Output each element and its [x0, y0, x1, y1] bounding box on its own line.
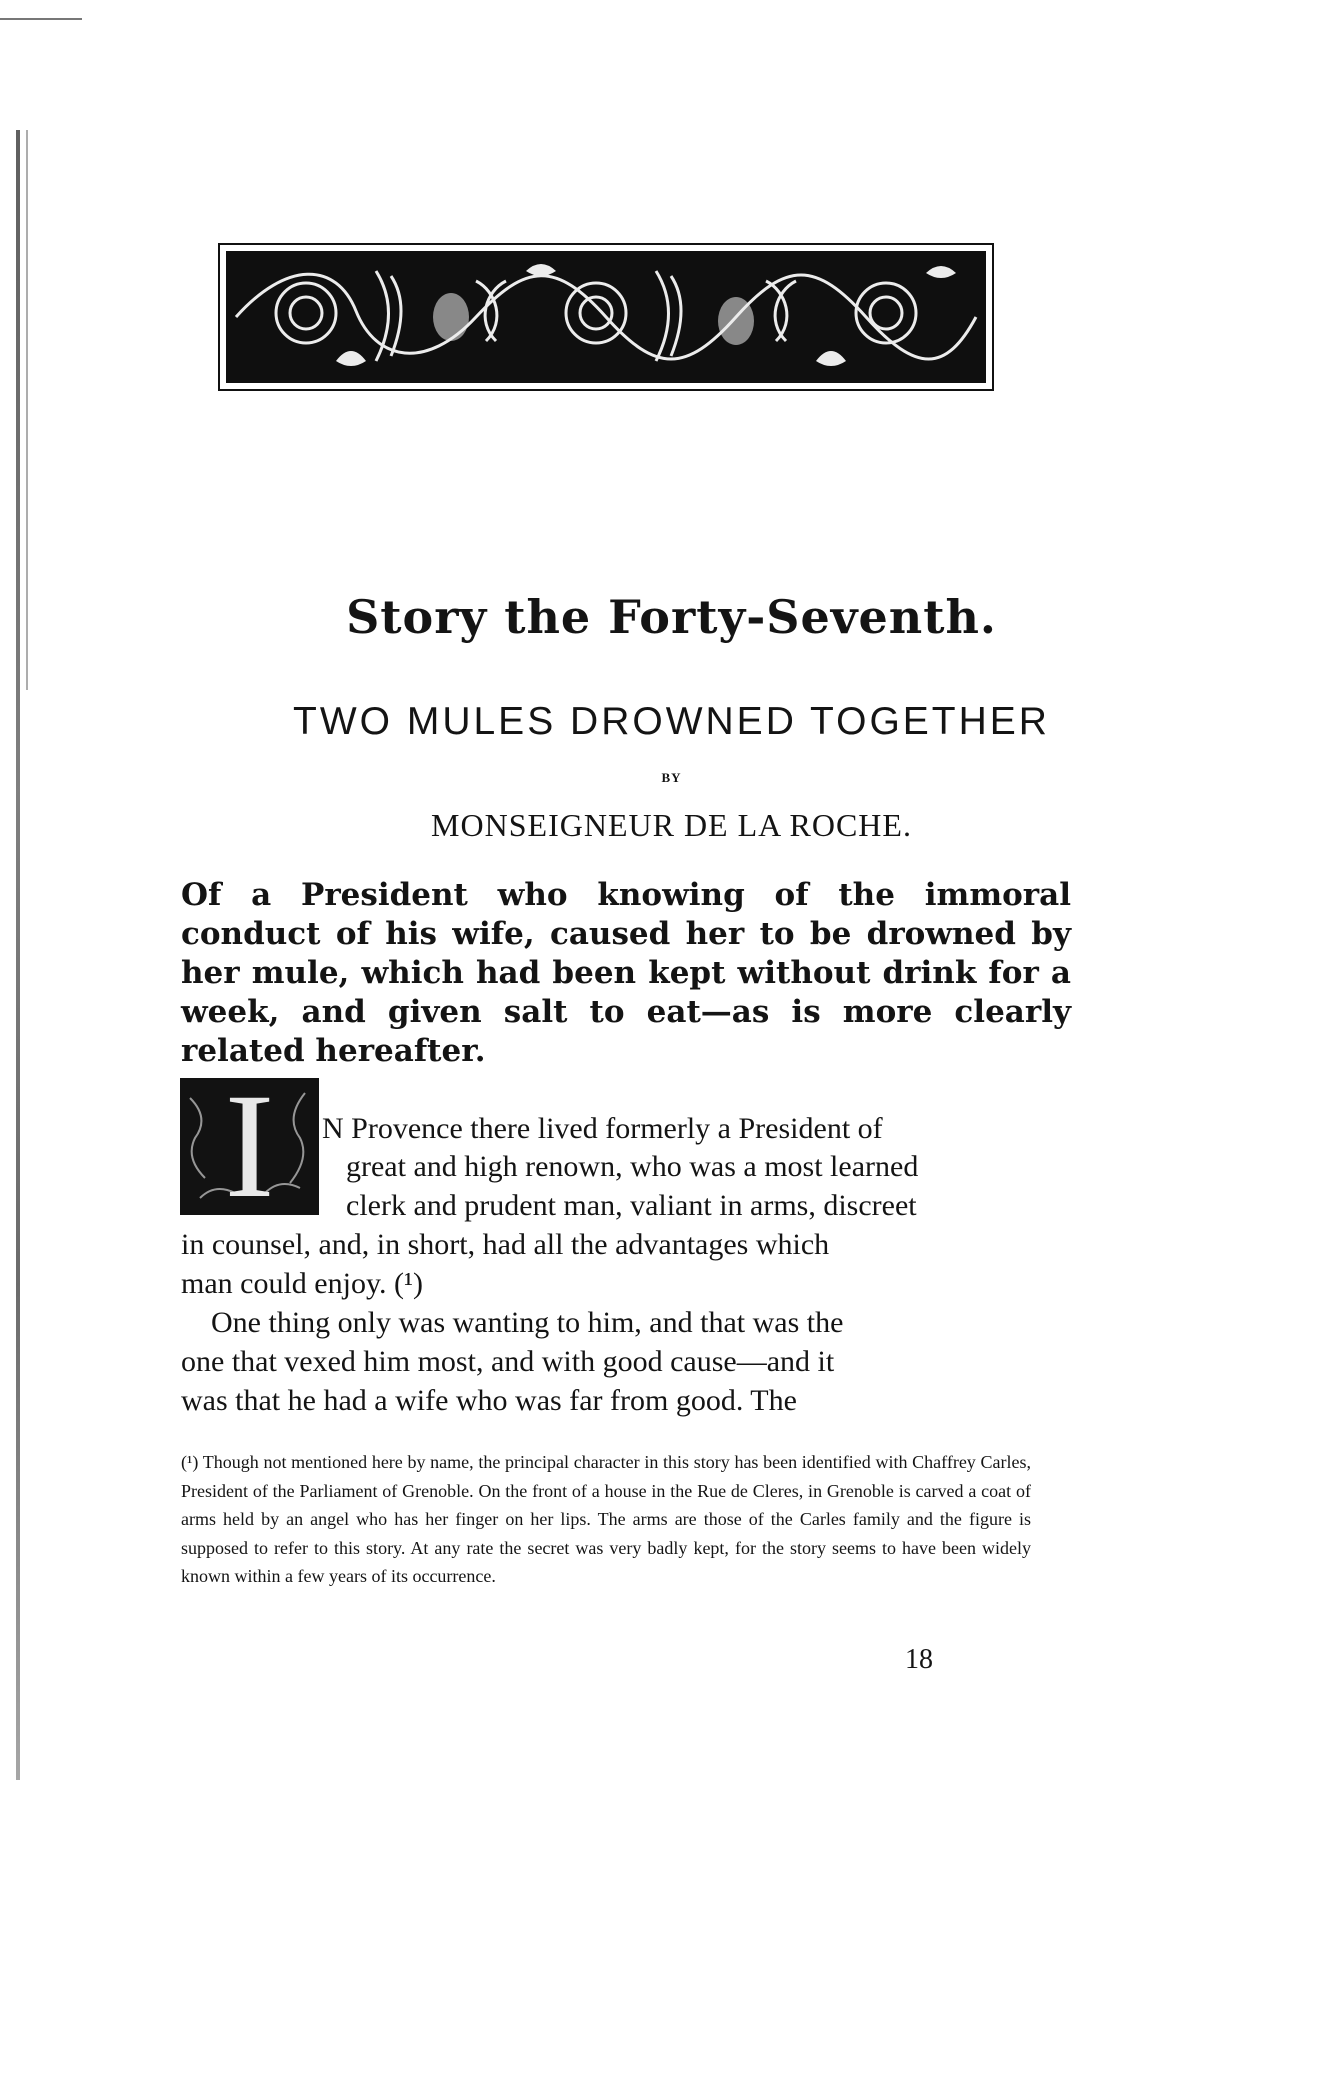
body-line: great and high renown, who was a most learned: [346, 1150, 919, 1183]
body-line: One thing only was wanting to him, and that was the: [211, 1306, 844, 1339]
binding-gutter-shadow: [16, 130, 20, 1780]
story-title: Story the Forty-Seventh.: [346, 590, 997, 644]
drop-cap-letter: I: [224, 1078, 275, 1215]
ornamental-headpiece: [218, 243, 994, 391]
body-line: man could enjoy. (¹): [181, 1267, 423, 1300]
body-line: in counsel, and, in short, had all the advantages which: [181, 1228, 830, 1261]
story-headline: TWO MULES DROWNED TOGETHER: [293, 700, 1050, 743]
body-line: one that vexed him most, and with good cause—and it: [181, 1345, 835, 1378]
by-label: BY: [661, 770, 682, 785]
body-line: was that he had a wife who was far from good. The: [181, 1384, 797, 1417]
scan-edge-rule: [0, 18, 82, 20]
footnote: (¹) Though not mentioned here by name, the principal character in this story has been identified with Chaffrey Carles, President of the Parliament of Grenoble. On the front of a house in the Rue de Cleres, in Grenoble is carved a coat of arms held by an angel who has her finger on her lips. The arms are those of the Carles family and the figure is supposed to refer to this story. At any rate the secret was very badly kept, for the story seems to have been widely known within a few years of its occurrence.: [181, 1452, 1031, 1586]
body-line: clerk and prudent man, valiant in arms, discreet: [346, 1189, 917, 1222]
story-author: MONSEIGNEUR DE LA ROCHE.: [431, 807, 912, 843]
drop-cap: [180, 1078, 319, 1215]
body-line: N Provence there lived formerly a President of: [322, 1112, 883, 1145]
foliage-scroll-ornament: [226, 251, 986, 383]
story-argument: Of a President who knowing of the immoral conduct of his wife, caused her to be drowned by her mule, which had been kept without drink for a week, and given salt to eat—as is more clearly related hereafter.: [181, 877, 1071, 1069]
page-number: 18: [905, 1644, 933, 1675]
